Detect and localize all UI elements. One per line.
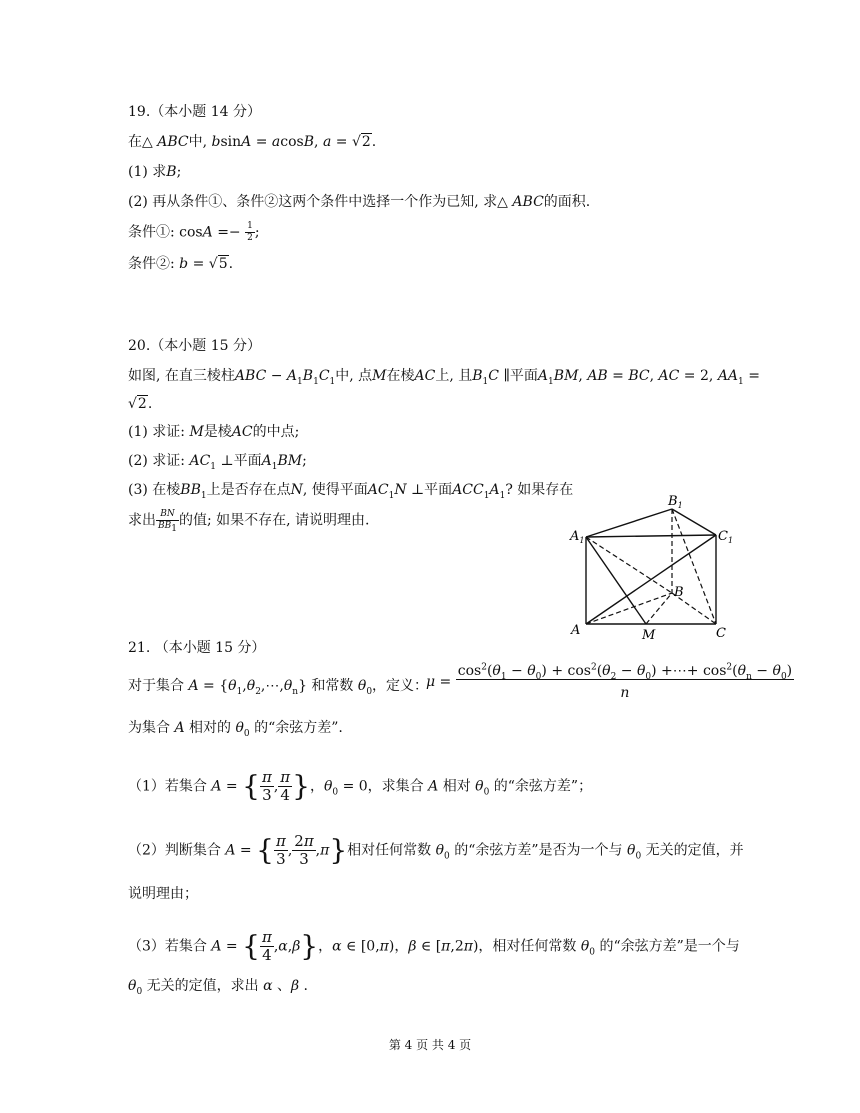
q21-header: 21. （本小题 15 分） <box>128 640 266 656</box>
q21-part3a: （3）若集合 A = { $\frac{\pi}{4}$ ,α,β}，α ∈ [0,π)，β ∈ [π,2π)，相对任何常数 $\theta_0$ 的“余弦方差”是一个与 <box>128 928 740 964</box>
label-b: B <box>674 585 684 600</box>
q19-part2: (2) 再从条件①、条件②这两个条件中选择一个作为已知, 求△ ABC的面积. <box>128 194 591 210</box>
prism-figure <box>560 490 750 645</box>
q21-part1: （1）若集合 A = { $\frac{\pi}{3}$ , $\frac{\pi}{4}$ }，$\theta_0 = 0$，求集合 A 相对 $\theta_0$ 的“余弦方差”； <box>128 768 593 804</box>
q20-line1: 如图, 在直三棱柱ABC − $A_1B_1C_1$中, 点M在棱AC上, 且$B_1C$ ∥平面$A_1BM$, AB = BC, AC = 2, $AA_1$ = <box>128 368 760 387</box>
label-c: C <box>716 626 726 641</box>
q20-line2: √2. <box>128 396 153 412</box>
cosine-variance-formula: μ = $\frac{\cos^2(\theta_1 - \theta_0) + \cos^2(\theta_2 - \theta_0) +\cdots+ \cos^2(\theta_n - \theta_0)}{n}$ <box>426 662 793 701</box>
q19-part1: (1) 求B; <box>128 164 182 180</box>
q21-part2b: 说明理由； <box>128 886 198 902</box>
q20-header: 20.（本小题 15 分） <box>128 338 261 354</box>
q20-part3a: (3) 在棱$BB_1$上是否存在点N, 使得平面$AC_1N$ ⊥平面$ACC_1A_1$? 如果存在 <box>128 482 574 501</box>
label-c1: $C_1$ <box>718 529 734 545</box>
page-footer: 第 4 页 共 4 页 <box>388 1038 472 1052</box>
label-m: M <box>642 628 656 643</box>
q19-header: 19.（本小题 14 分） <box>128 104 261 120</box>
label-a: A <box>571 623 581 638</box>
q19-condition-1: 条件①: cosA =− $\frac{1}{2}$ ; <box>128 221 260 243</box>
q19-intro: 在△ ABC中, bsinA = acosB, a = √2. <box>128 134 377 150</box>
q20-part2: (2) 求证: $AC_1$ ⊥平面$A_1BM$; <box>128 453 307 472</box>
q21-part2a: （2）判断集合 A = { $\frac{\pi}{3}$ , $\frac{2\pi}{3}$ ,π}相对任何常数 $\theta_0$ 的“余弦方差”是否为一个与 $\theta_0$ 无关的定值，并 <box>128 832 744 868</box>
q21-part3b: $\theta_0$ 无关的定值，求出 α 、β . <box>128 978 308 997</box>
q19-condition-2: 条件②: b = √5. <box>128 256 234 272</box>
q20-part1: (1) 求证: M是棱AC的中点; <box>128 424 300 440</box>
q21-definition-tail: 为集合 A 相对的 $\theta_0$ 的“余弦方差”. <box>128 720 343 739</box>
q20-part3b: 求出 $\frac{BN}{BB_1}$ 的值; 如果不存在, 请说明理由. <box>128 509 370 534</box>
q21-definition: 对于集合 $A = \{\theta_1,\theta_2,\cdots,\theta_n\}$ 和常数 $\theta_0$，定义： <box>128 678 429 697</box>
label-a1: $A_1$ <box>570 529 585 545</box>
label-b1: $B_1$ <box>668 494 683 510</box>
